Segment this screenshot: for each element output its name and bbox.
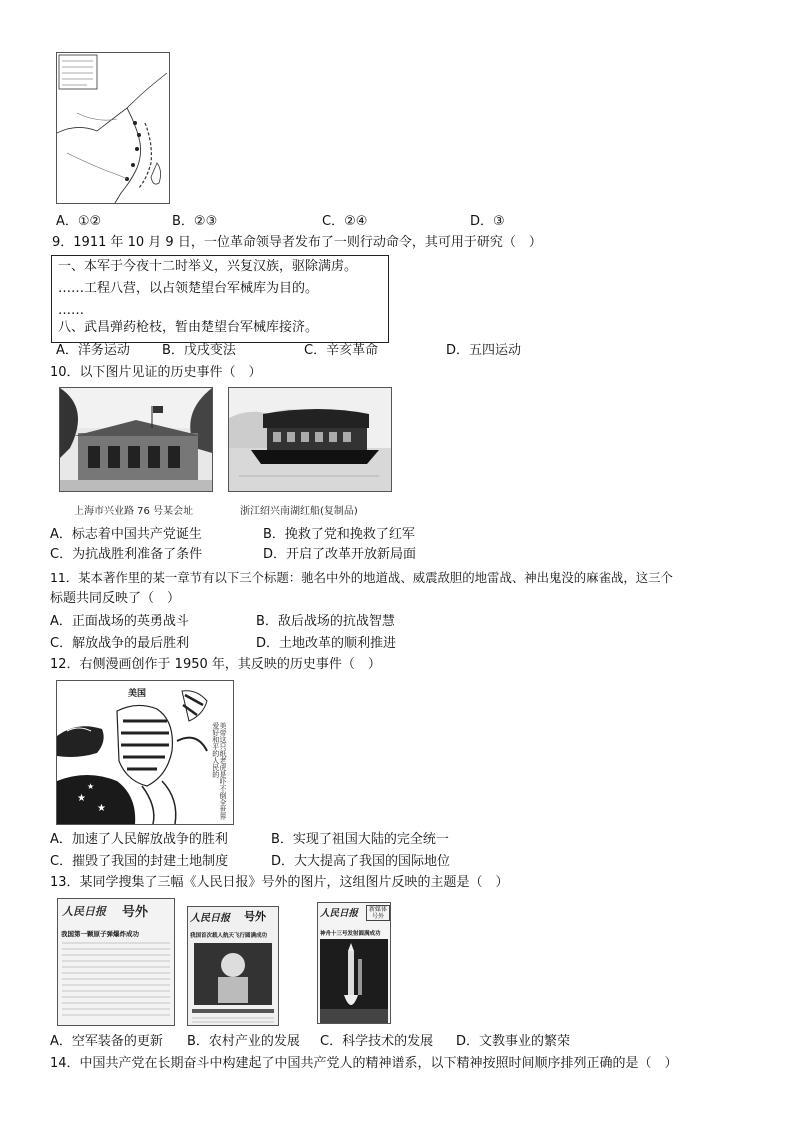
q8-option-c[interactable]: C．②④ <box>322 214 368 229</box>
map-image <box>56 52 170 204</box>
q9-quote-line-3: …… <box>58 303 84 318</box>
newspaper-extra-1 <box>57 898 175 1026</box>
q11-stem-line-1: 11．某本著作里的某一章节有以下三个标题：驰名中外的地道战、威震敌胆的地雷战、神出鬼没的麻雀战，这三个 <box>50 570 673 585</box>
q11-stem-line-2: 标题共同反映了（ ） <box>50 591 181 606</box>
q12-option-a[interactable]: A．加速了人民解放战争的胜利 <box>50 832 228 847</box>
q9-quote-line-4: 八、武昌弹药枪枝，暂由楚望台军械库接济。 <box>58 320 319 335</box>
q12-option-b[interactable]: B．实现了祖国大陆的完全统一 <box>271 832 449 847</box>
q10-option-b[interactable]: B．挽救了党和挽救了红军 <box>263 527 415 542</box>
paper1-tag: 号外 <box>122 905 149 920</box>
q8-option-d[interactable]: D．③ <box>470 214 505 229</box>
svg-text:★: ★ <box>77 793 86 804</box>
cartoon-label-usa: 美国 <box>128 689 147 699</box>
cartoon-vertical-caption: 美帝这只纸老虎是吓不倒全世界爱好和平的人民的 <box>211 722 227 820</box>
newspaper-extra-3 <box>317 902 391 1024</box>
paper1-masthead: 人民日报 <box>62 905 106 918</box>
caption-red-boat: 浙江绍兴南湖红船(复制品) <box>240 506 358 517</box>
svg-text:★: ★ <box>97 803 106 814</box>
q9-option-d[interactable]: D．五四运动 <box>446 343 522 358</box>
q8-option-b[interactable]: B．②③ <box>172 214 218 229</box>
q13-option-a[interactable]: A．空军装备的更新 <box>50 1034 163 1049</box>
q13-option-c[interactable]: C．科学技术的发展 <box>320 1034 434 1049</box>
q10-option-a[interactable]: A．标志着中国共产党诞生 <box>50 527 202 542</box>
q11-option-c[interactable]: C．解放战争的最后胜利 <box>50 636 190 651</box>
svg-text:★: ★ <box>87 782 95 791</box>
caption-meeting-site: 上海市兴业路 76 号某会址 <box>74 506 194 517</box>
q8-option-a[interactable]: A．①② <box>56 214 102 229</box>
q13-option-d[interactable]: D．文教事业的繁荣 <box>456 1034 571 1049</box>
q10-option-c[interactable]: C．为抗战胜利准备了条件 <box>50 547 203 562</box>
q11-option-d[interactable]: D．土地改革的顺利推进 <box>256 636 397 651</box>
q12-stem: 12．右侧漫画创作于 1950 年，其反映的历史事件（ ） <box>50 657 381 672</box>
q9-option-c[interactable]: C．辛亥革命 <box>304 343 379 358</box>
q13-option-b[interactable]: B．农村产业的发展 <box>187 1034 300 1049</box>
q12-option-c[interactable]: C．摧毁了我国的封建土地制度 <box>50 854 229 869</box>
photo-meeting-site <box>59 387 213 492</box>
paper3-tag: 新媒体号外 <box>366 905 390 921</box>
paper2-headline: 我国首次载人航天飞行圆满成功 <box>190 933 268 939</box>
photo-red-boat <box>228 387 392 492</box>
q9-quote-line-1: 一、本军于今夜十二时举义，兴复汉族，驱除满虏。 <box>58 259 358 274</box>
q14-stem: 14．中国共产党在长期奋斗中构建起了中国共产党人的精神谱系，以下精神按照时间顺序排列正确的是（ ） <box>50 1056 678 1071</box>
q9-option-a[interactable]: A．洋务运动 <box>56 343 130 358</box>
paper2-masthead: 人民日报 <box>190 913 230 924</box>
paper2-tag: 号外 <box>244 910 266 923</box>
q10-stem: 10．以下图片见证的历史事件（ ） <box>50 365 262 380</box>
q9-option-b[interactable]: B．戊戌变法 <box>162 343 236 358</box>
q12-option-d[interactable]: D．大大提高了我国的国际地位 <box>271 854 451 869</box>
q10-option-d[interactable]: D．开启了改革开放新局面 <box>263 547 417 562</box>
paper1-headline: 我国第一颗原子弹爆炸成功 <box>61 930 139 938</box>
q13-stem: 13．某同学搜集了三幅《人民日报》号外的图片，这组图片反映的主题是（ ） <box>50 875 509 890</box>
paper3-headline: 神舟十三号发射圆满成功 <box>320 931 381 937</box>
q9-stem: 9．1911 年 10 月 9 日，一位革命领导者发布了一则行动命令，其可用于研究（ ） <box>52 235 542 250</box>
newspaper-extra-2 <box>187 906 279 1026</box>
q11-option-a[interactable]: A．正面战场的英勇战斗 <box>50 614 189 629</box>
q9-quote-line-2: ……工程八营，以占领楚望台军械库为目的。 <box>58 281 319 296</box>
paper3-masthead: 人民日报 <box>320 908 359 919</box>
q11-option-b[interactable]: B．敌后战场的抗战智慧 <box>256 614 395 629</box>
